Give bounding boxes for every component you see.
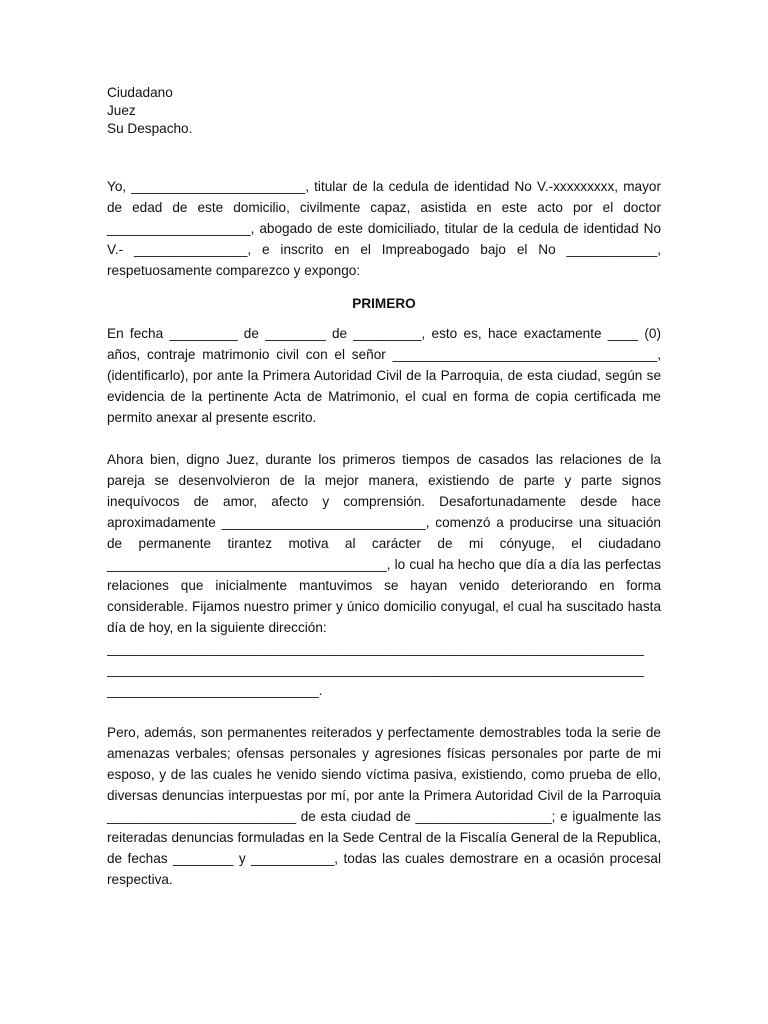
address-blank-line-2: _______________________________________________________________________ — [107, 662, 644, 677]
section-heading: PRIMERO — [352, 296, 416, 311]
addressee-line-3: Su Despacho. — [107, 121, 193, 136]
paragraph-relations: Ahora bien, digno Juez, durante los primeros tiempos de casados las relaciones de la pareja se desenvolvieron de la mejor manera, existiendo de parte y parte signos inequívocos de amor, afecto y comprensión. Desafortunadamente desde hace aproximadamente ___________________________, comenzó a producirse una situación de permanente tirantez motiva al carácter de mi cónyuge, el ciudadano _____________________________________, lo cual ha hecho que día a día las perfectas relaciones que inicialmente mantuvimos se hayan venido deteriorando en forma considerable. Fijamos nuestro primer y único domicilio conyugal, el cual ha suscitado hasta día de hoy, en la siguiente dirección: — [107, 452, 661, 635]
addressee-line-1: Ciudadano — [107, 85, 173, 100]
paragraph-primero: En fecha _________ de ________ de _________, esto es, hace exactamente ____ (0) años, contraje matrimonio civil con el señor ___________________________________, (identificarlo), por ante la Primera Autoridad Civil de la Parroquia, de esta ciudad, según se evidencia de la pertinente Acta de Matrimonio, el cual en forma de copia certificada me permito anexar al presente escrito. — [107, 326, 661, 425]
paragraph-intro: Yo, _______________________, titular de la cedula de identidad No V.-xxxxxxxxx, mayor de edad de este domicilio, civilmente capaz, asistida en este acto por el doctor ___________________, abogado de este domiciliado, titular de la cedula de identidad No V.- _______________, e inscrito en el Impreabogado bajo el No ____________, respetuosamente comparezco y expongo: — [107, 179, 661, 278]
paragraph-relations-block — [107, 449, 661, 701]
address-blank-line-3: ____________________________. — [107, 683, 323, 698]
addressee-line-2: Juez — [107, 103, 136, 118]
addressee-block — [107, 84, 661, 138]
address-blank-line-1: _______________________________________________________________________ — [107, 641, 644, 656]
paragraph-threats: Pero, además, son permanentes reiterados y perfectamente demostrables toda la serie de amenazas verbales; ofensas personales y agresiones físicas personales por parte de mi esposo, y de las cuales he venido siendo víctima pasiva, existiendo, como prueba de ello, diversas denuncias interpuestas por mí, por ante la Primera Autoridad Civil de la Parroquia _________________________ de esta ciudad de __________________; e igualmente las reiteradas denuncias formuladas en la Sede Central de la Fiscalía General de la Republica, de fechas ________ y ___________, todas las cuales demostrare en a ocasión procesal respectiva. — [107, 725, 661, 887]
